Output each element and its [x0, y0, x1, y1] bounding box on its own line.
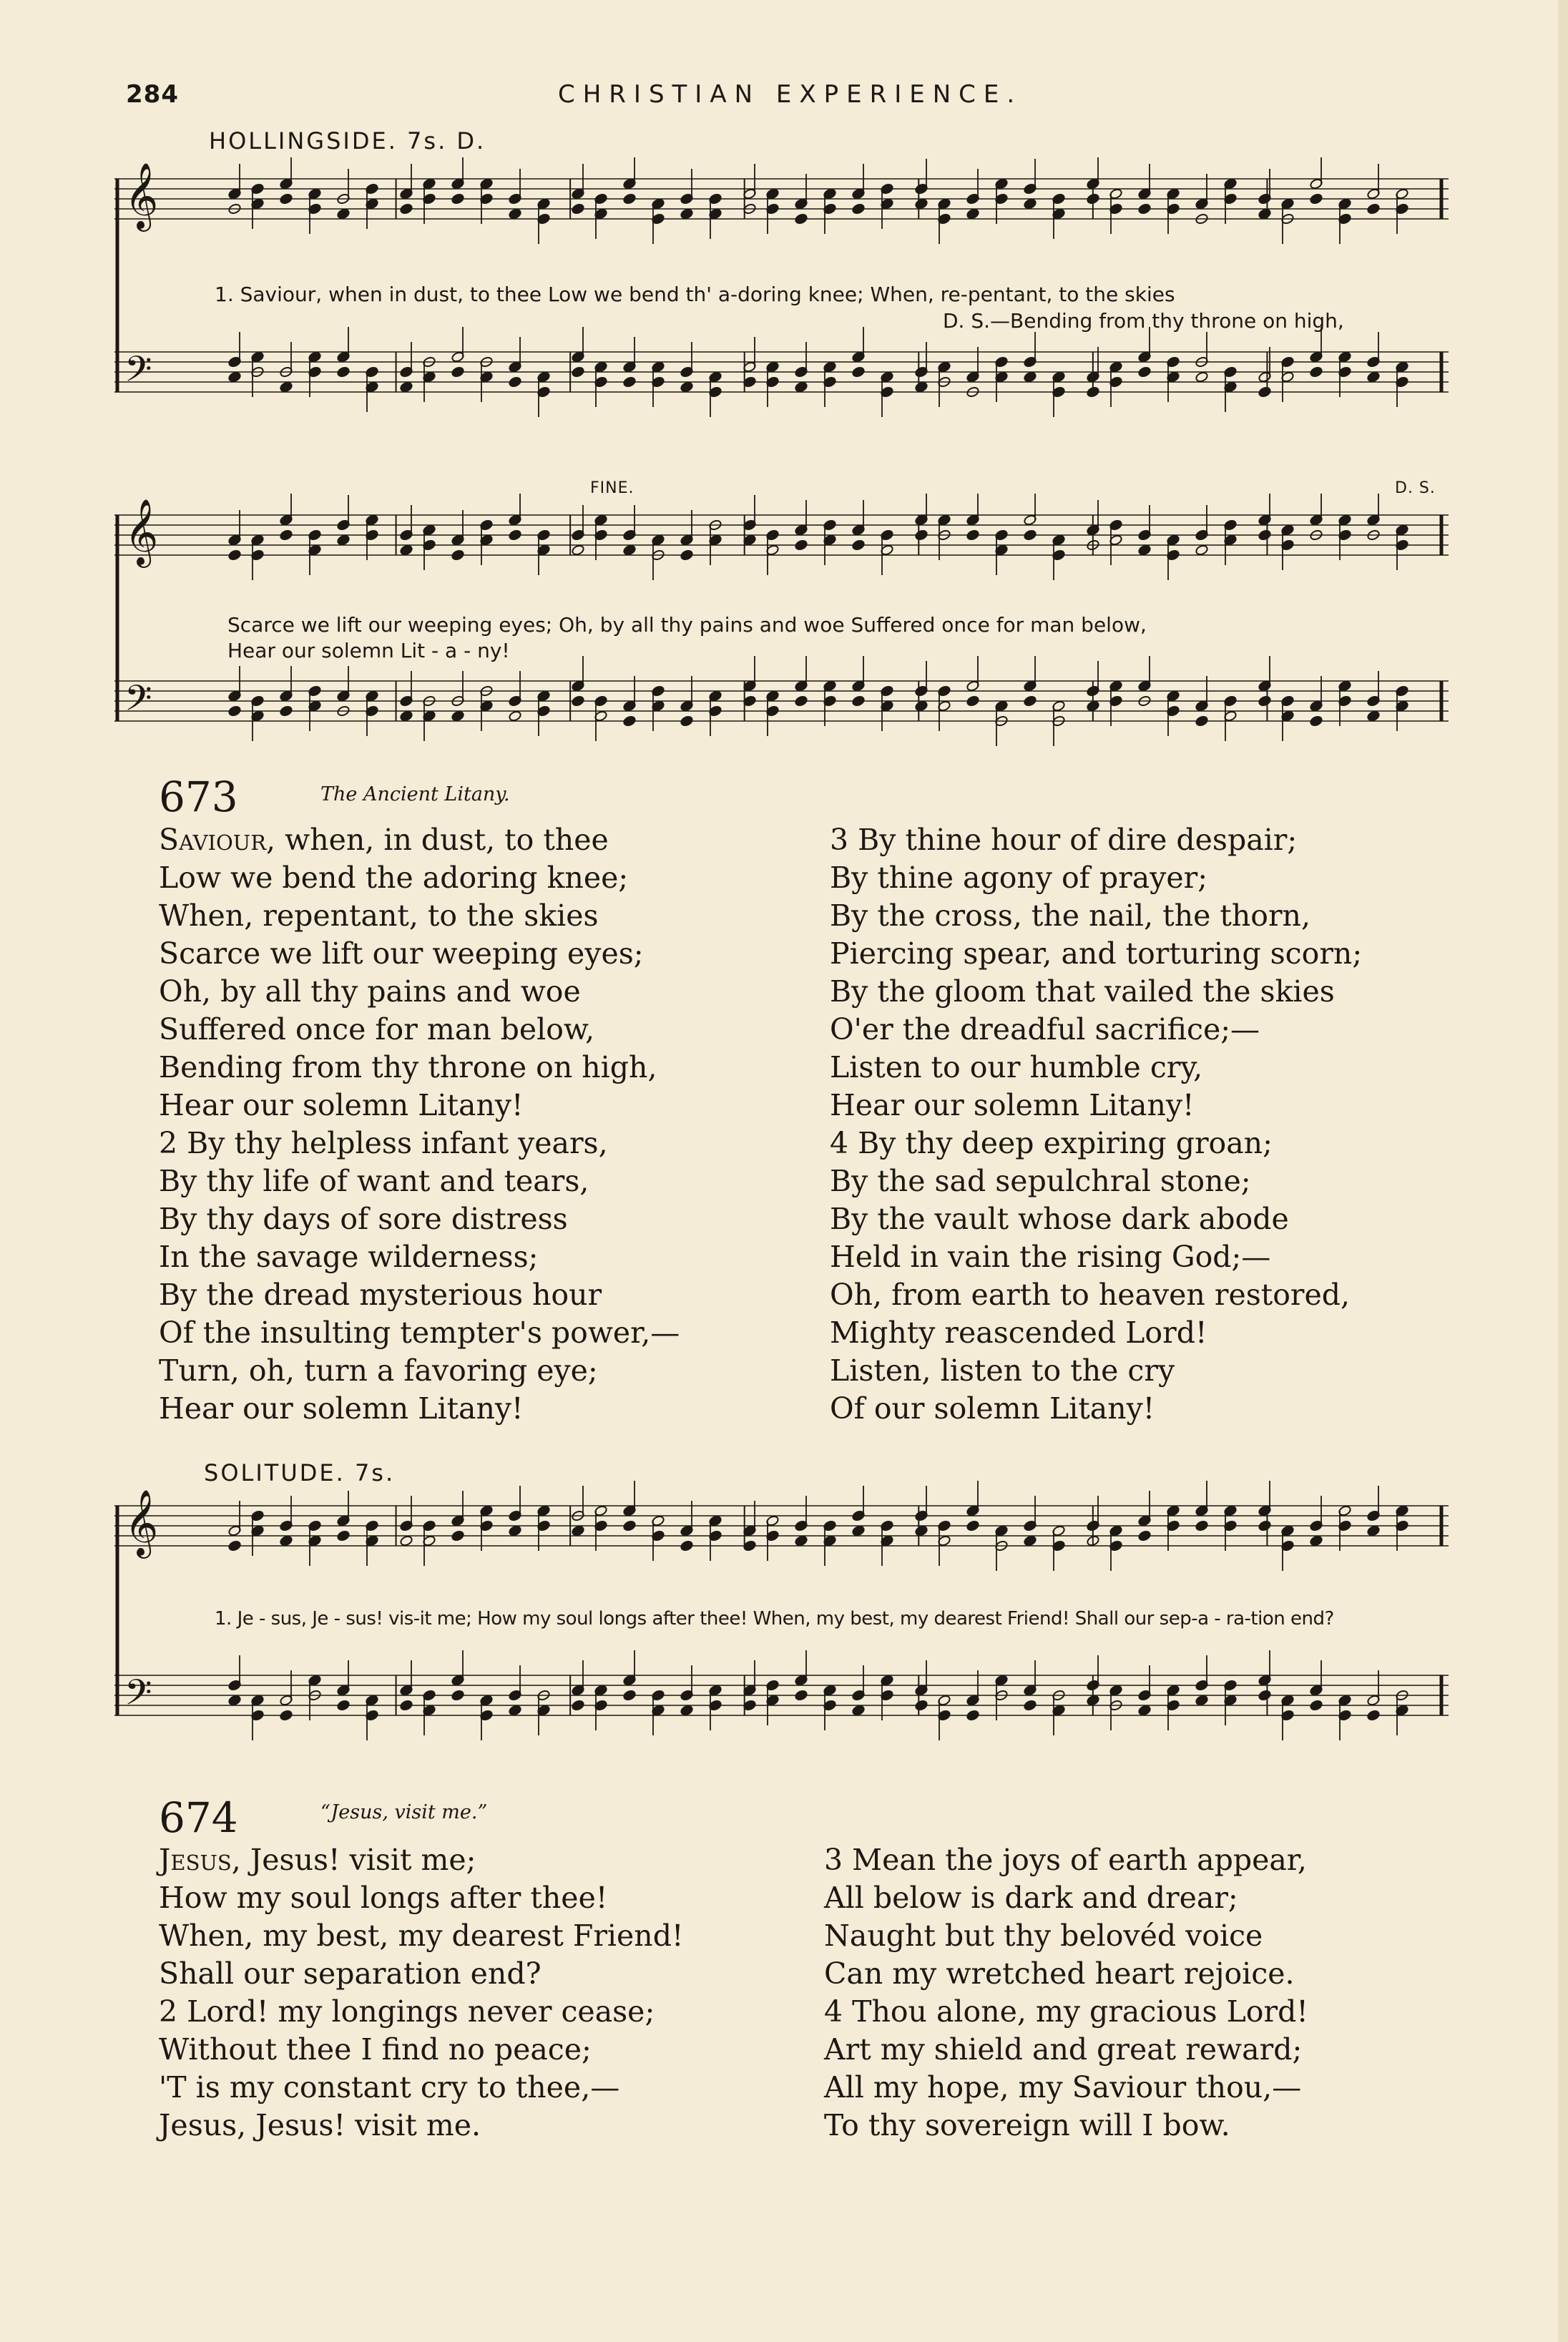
note-head	[794, 1535, 808, 1547]
note-head	[1137, 1705, 1151, 1717]
verse-line: 'T is my constant cry to thee,—	[159, 2070, 620, 2105]
note-head	[399, 1535, 413, 1547]
note-head	[794, 381, 808, 393]
note-head	[571, 544, 584, 557]
note-head	[966, 1520, 979, 1532]
verse-line-rest: , Jesus! visit me;	[231, 1843, 476, 1877]
page-number: 284	[126, 80, 179, 109]
verse-line-rest: , when, in dust, to thee	[266, 823, 609, 857]
verse-line: Can my wretched heart rejoice.	[824, 1956, 1295, 1991]
note-head	[1366, 203, 1380, 215]
note-head	[1309, 366, 1323, 378]
note-head	[966, 529, 979, 542]
lyric-line-1: 1. Saviour, when in dust, to thee Low we bend th' a-doring knee; When, re-pentant, to the skies	[215, 283, 1175, 306]
note-head	[622, 544, 636, 557]
treble-clef-icon: 𝄞	[124, 1489, 159, 1556]
verse-line: Listen, listen to the cry	[830, 1353, 1175, 1388]
note-head	[1195, 715, 1208, 727]
note-head	[399, 381, 413, 393]
verse-line: Art my shield and great reward;	[824, 2032, 1303, 2067]
verse-line: Low we bend the adoring knee;	[159, 861, 629, 895]
note-head	[508, 710, 521, 722]
note-head	[1023, 529, 1037, 542]
note-head	[571, 203, 584, 215]
note-head	[1309, 193, 1323, 205]
verse-line: All below is dark and drear;	[824, 1881, 1238, 1915]
note-head	[279, 381, 293, 393]
note-head	[508, 376, 521, 388]
note-head	[1258, 1520, 1271, 1532]
note-head	[451, 1690, 464, 1702]
bass-clef-icon: 𝄢	[124, 677, 152, 728]
note-head	[794, 539, 808, 552]
verse-line: Suffered once for man below,	[159, 1012, 595, 1047]
note-head	[399, 710, 413, 722]
note-head	[1258, 1690, 1271, 1702]
note-head	[1195, 544, 1208, 557]
hymn-673-column-1	[159, 821, 680, 1428]
note-head	[622, 715, 636, 727]
verse-line: Held in vain the rising God;—	[830, 1240, 1271, 1274]
verse-line: Oh, by all thy pains and woe	[159, 974, 581, 1009]
note-head	[227, 1695, 241, 1707]
note-head	[1137, 544, 1151, 557]
hymn-674-column-2	[824, 1841, 1308, 2145]
note-head	[680, 715, 693, 727]
note-head	[399, 544, 413, 557]
note-head	[622, 193, 636, 205]
verse-line: Without thee I find no peace;	[159, 2032, 592, 2067]
verse-line: Oh, from earth to heaven restored,	[830, 1278, 1351, 1312]
verse-line: 3 Mean the joys of earth appear,	[824, 1843, 1307, 1877]
verse-line	[159, 1841, 683, 1879]
note-head	[1195, 1520, 1208, 1532]
note-head	[508, 1705, 521, 1717]
verse-line: Mighty reascended Lord!	[830, 1315, 1207, 1350]
hymn-number-673: 673	[159, 773, 238, 821]
note-head	[279, 529, 293, 542]
note-head	[1086, 193, 1099, 205]
note-head	[914, 700, 928, 712]
verse-line: Shall our separation end?	[159, 1956, 542, 1991]
note-head	[622, 376, 636, 388]
note-head	[680, 208, 693, 220]
verse-line: By thy days of sore distress	[159, 1202, 568, 1236]
note-head	[1023, 198, 1037, 210]
verse-line: By thy life of want and tears,	[159, 1164, 589, 1198]
verse-line: 3 By thine hour of dire despair;	[830, 823, 1298, 857]
note-head	[227, 371, 241, 383]
verse-line: O'er the dreadful sacrifice;—	[830, 1012, 1260, 1047]
note-head	[851, 366, 865, 378]
note-head	[1137, 1530, 1151, 1542]
note-head	[571, 1525, 584, 1537]
verse-line: When, repentant, to the skies	[159, 898, 599, 933]
note-head	[336, 1530, 350, 1542]
note-head	[914, 529, 928, 542]
verse-line: By the sad sepulchral stone;	[830, 1164, 1251, 1198]
note-head	[680, 381, 693, 393]
note-head	[399, 1700, 413, 1712]
note-head	[1309, 1700, 1323, 1712]
note-head	[966, 1710, 979, 1722]
lyric-line-2: Scarce we lift our weeping eyes; Oh, by all thy pains and woe Suffered once for man below,	[227, 613, 1147, 637]
note-head	[680, 549, 693, 562]
score-solitude-system	[114, 1481, 1452, 1788]
verse-line: How my soul longs after thee!	[159, 1881, 608, 1915]
note-head	[1258, 695, 1271, 707]
verse-line: Of the insulting tempter's power,—	[159, 1315, 680, 1350]
note-head	[1023, 695, 1037, 707]
note-head	[336, 1700, 350, 1712]
note-head	[451, 549, 464, 562]
verse-line: By the dread mysterious hour	[159, 1278, 602, 1312]
note-head	[451, 1530, 464, 1542]
verse-line: Turn, oh, turn a favoring eye;	[159, 1353, 598, 1388]
note-head	[336, 534, 350, 547]
note-head	[227, 549, 241, 562]
note-head	[571, 1700, 584, 1712]
hymn-subtitle-674: “Jesus, visit me.”	[320, 1801, 488, 1823]
note-head	[914, 1700, 928, 1712]
verse-line: By the gloom that vailed the skies	[830, 974, 1335, 1009]
hymn-674-column-1	[159, 1841, 683, 2145]
note-head	[1309, 1535, 1323, 1547]
note-head	[279, 1710, 293, 1722]
hymn-673-column-2	[830, 821, 1362, 1428]
verse-line: 2 By thy helpless infant years,	[159, 1126, 608, 1160]
note-head	[399, 203, 413, 215]
verse-line: In the savage wilderness;	[159, 1240, 539, 1274]
note-head	[680, 1540, 693, 1552]
verse-line: Hear our solemn Litany!	[159, 1088, 524, 1122]
note-head	[966, 208, 979, 220]
drop-word: Jesus	[159, 1843, 232, 1877]
verse-line: When, my best, my dearest Friend!	[159, 1919, 684, 1953]
note-head	[1137, 203, 1151, 215]
verse-line: By the vault whose dark abode	[830, 1202, 1289, 1236]
drop-word: Saviour	[159, 823, 267, 857]
hymn-number-674: 674	[159, 1793, 238, 1842]
note-head	[1086, 1695, 1099, 1707]
verse-line: Hear our solemn Litany!	[159, 1391, 524, 1426]
note-head	[680, 1705, 693, 1717]
verse-line: Jesus, Jesus! visit me.	[159, 2108, 481, 2142]
note-head	[1366, 371, 1380, 383]
note-head	[1137, 366, 1151, 378]
note-head	[851, 1705, 865, 1717]
bass-clef-icon: 𝄢	[124, 1672, 152, 1723]
section-title: CHRISTIAN EXPERIENCE.	[558, 80, 1023, 109]
note-head	[914, 381, 928, 393]
note-head	[508, 529, 521, 542]
note-head	[227, 705, 241, 717]
verse-line: 4 By thy deep expiring groan;	[830, 1126, 1273, 1160]
note-head	[336, 366, 350, 378]
note-head	[451, 366, 464, 378]
note-head	[1258, 208, 1271, 220]
running-head	[0, 80, 1568, 123]
verse-line: Hear our solemn Litany!	[830, 1088, 1195, 1122]
ds-mark: D. S.	[1395, 479, 1436, 497]
verse-line: Of our solemn Litany!	[830, 1391, 1155, 1426]
note-head	[1195, 1695, 1208, 1707]
note-head	[451, 710, 464, 722]
note-head	[794, 213, 808, 225]
note-head	[1366, 1710, 1380, 1722]
note-head	[794, 1690, 808, 1702]
note-head	[1258, 529, 1271, 542]
treble-clef-icon: 𝄞	[124, 162, 159, 229]
note-head	[1023, 1535, 1037, 1547]
note-head	[279, 193, 293, 205]
note-head	[279, 1535, 293, 1547]
note-head	[571, 366, 584, 378]
verse-line: 2 Lord! my longings never cease;	[159, 1994, 655, 2029]
tune-name-hollingside: HOLLINGSIDE. 7s. D.	[209, 127, 486, 155]
note-head	[1023, 1700, 1037, 1712]
note-head	[851, 203, 865, 215]
verse-line: To thy sovereign will I bow.	[824, 2108, 1230, 2142]
note-head	[794, 695, 808, 707]
note-head	[1258, 386, 1271, 398]
note-head	[336, 208, 350, 220]
note-head	[622, 1520, 636, 1532]
note-head	[1195, 371, 1208, 383]
note-head	[851, 695, 865, 707]
note-head	[966, 695, 979, 707]
verse-line	[159, 821, 680, 859]
fine-mark: FINE.	[590, 479, 634, 497]
note-head	[914, 1525, 928, 1537]
note-head	[508, 1525, 521, 1537]
verse-line: By thine agony of prayer;	[830, 861, 1208, 895]
tune-name-solitude: SOLITUDE. 7s.	[204, 1459, 396, 1486]
verse-line: Scarce we lift our weeping eyes;	[159, 936, 644, 971]
verse-line: Naught but thy belovéd voice	[824, 1919, 1263, 1953]
score-hollingside-system-1	[114, 157, 1452, 458]
note-head	[451, 193, 464, 205]
page-edge	[1558, 0, 1568, 2342]
verse-line: Listen to our humble cry,	[830, 1050, 1203, 1084]
note-head	[1086, 386, 1099, 398]
bass-clef-icon: 𝄢	[124, 348, 152, 399]
note-head	[279, 705, 293, 717]
note-head	[227, 1540, 241, 1552]
note-head	[571, 695, 584, 707]
verse-line: By the cross, the nail, the thorn,	[830, 898, 1310, 933]
verse-line: 4 Thou alone, my gracious Lord!	[824, 1994, 1308, 2029]
note-head	[508, 208, 521, 220]
note-head	[622, 1690, 636, 1702]
lyric-line-2b: Hear our solemn Lit - a - ny!	[227, 639, 510, 662]
note-head	[1086, 700, 1099, 712]
hymn-subtitle-673: The Ancient Litany.	[320, 783, 510, 805]
lyric-solitude-line-1: 1. Je - sus, Je - sus! vis-it me; How my soul longs after thee! When, my best, my dearest Friend! Shall our sep-a - ra-tion end?	[215, 1608, 1334, 1630]
lyric-ds: D. S.—Bending from thy throne on high,	[943, 309, 1344, 333]
note-head	[1023, 371, 1037, 383]
note-head	[851, 539, 865, 552]
verse-line: Piercing spear, and torturing scorn;	[830, 936, 1363, 971]
verse-line: Bending from thy throne on high,	[159, 1050, 657, 1084]
note-head	[1309, 715, 1323, 727]
note-head	[851, 1525, 865, 1537]
note-head	[914, 198, 928, 210]
treble-clef-icon: 𝄞	[124, 498, 159, 565]
verse-line: All my hope, my Saviour thou,—	[824, 2070, 1302, 2105]
note-head	[1366, 710, 1380, 722]
note-head	[1366, 1525, 1380, 1537]
